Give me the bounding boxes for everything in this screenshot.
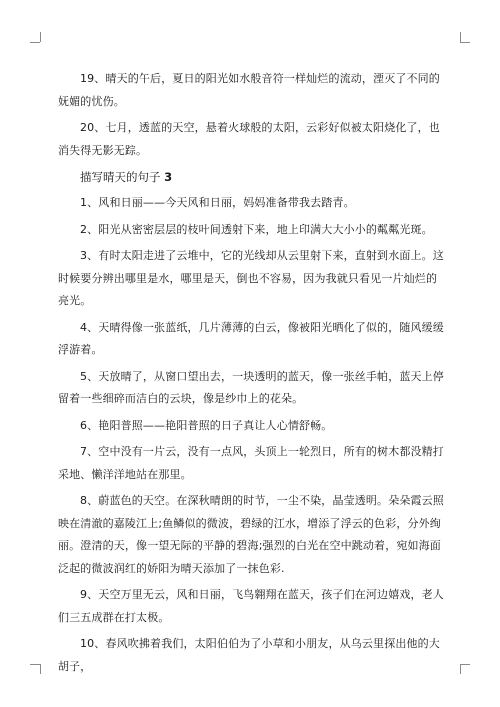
paragraph-8: 8、蔚蓝色的天空。在深秋晴朗的时节，一尘不染，晶莹透明。朵朵霞云照映在清澈的嘉陵江上;鱼鳞似的微波，碧绿的江水，增添了浮云的色彩，分外绚丽。澄清的天，像一望无际的平静的碧海;强烈的白光在空中跳动着，宛如海面泛起的微波润红的娇阳为晴天添加了一抹色彩. [58,494,444,575]
document-body [58,68,444,682]
section-heading [58,166,444,188]
crop-mark-bottom-left-h [30,664,40,665]
paragraph-3: 3、有时太阳走进了云堆中，它的光线却从云里射下来，直射到水面上。这时候要分辨出哪里是水，哪里是天，倒也不容易，因为我就只看见一片灿烂的亮光。 [58,249,444,307]
paragraph-7: 7、空中没有一片云，没有一点风，头顶上一轮烈日，所有的树木都没精打采地、懒洋洋地站在那里。 [58,445,444,481]
paragraph-2: 2、阳光从密密层层的枝叶间透射下来，地上印满大大小小的粼粼光斑。 [80,222,433,236]
crop-mark-bottom-left-v [40,664,41,674]
crop-mark-top-left-h [30,42,40,43]
section-heading-number: 3 [164,170,173,184]
crop-mark-bottom-right-v [460,664,461,674]
section-heading-text: 描写晴天的句子 [80,170,161,184]
crop-mark-top-left-v [40,32,41,42]
paragraph-10: 10、春风吹拂着我们，太阳伯伯为了小草和小朋友，从乌云里探出他的大胡子， [58,637,440,673]
paragraph-1: 1、风和日丽——今天风和日丽，妈妈准备带我去踏青。 [80,196,355,209]
paragraph-20: 20、七月，透蓝的天空，悬着火球般的太阳，云彩好似被太阳烧化了，也消失得无影无踪。 [58,121,440,157]
crop-mark-bottom-right-h [460,664,470,665]
paragraph-19: 19、晴天的午后，夏日的阳光如水般音符一样灿烂的流动，湮灭了不同的妩媚的忧伤。 [58,72,440,108]
paragraph-5: 5、天放晴了，从窗口望出去，一块透明的蓝天，像一张丝手帕，蓝天上停留着一些细碎而洁白的云块，像是纱巾上的花朵。 [58,369,444,405]
paragraph-4: 4、天晴得像一张蓝纸，几片薄薄的白云，像被阳光晒化了似的，随风缓缓浮游着。 [58,320,444,356]
crop-mark-top-right-v [460,32,461,42]
paragraph-6: 6、艳阳普照——艳阳普照的日子真让人心情舒畅。 [80,418,333,432]
paragraph-9: 9、天空万里无云，风和日丽，飞鸟翱翔在蓝天，孩子们在河边嬉戏，老人们三五成群在打太极。 [58,588,444,624]
crop-mark-top-right-h [460,42,470,43]
